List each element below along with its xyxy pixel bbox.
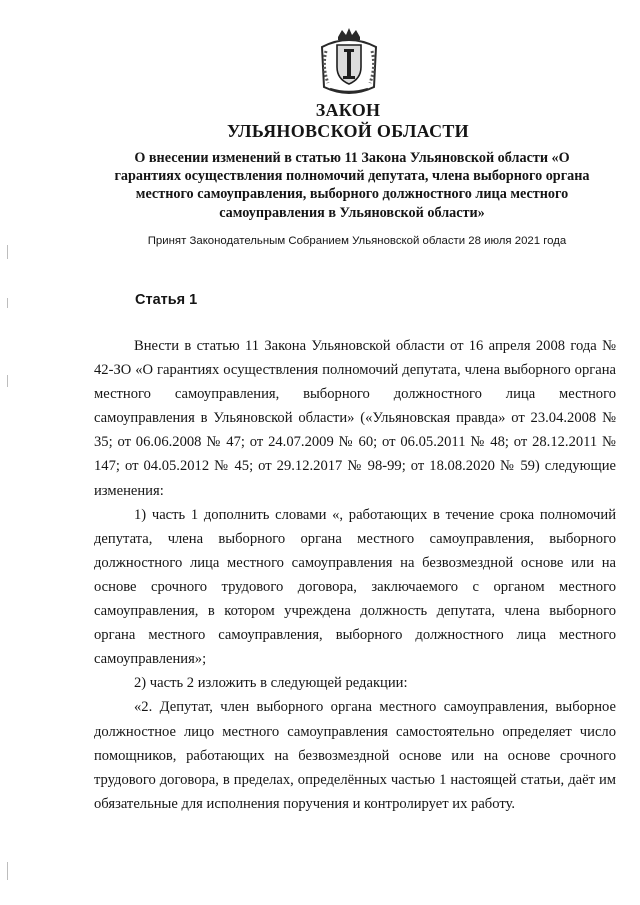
article-body bbox=[94, 334, 616, 816]
law-title: ЗАКОН bbox=[315, 100, 381, 120]
article-paragraph: 1) часть 1 дополнить словами «, работающих в течение срока полномочий депутата, члена выборного органа местного самоуправления, выборного должностного лица местного самоуправления на безвозмездной основе или на основе срочного трудового договора, заключаемого с органом местного самоуправления, в котором учреждена должность депутата, члена выборного органа местного самоуправления, выборного должностного лица местного самоуправления»; bbox=[94, 506, 616, 668]
scan-mark bbox=[7, 298, 8, 308]
law-subtitle: О внесении изменений в статью 11 Закона Ульяновской области «О гарантиях осуществления полномочий депутата, члена выборного органа местного самоуправления, выборного должностного лица местного самоуправления в Ульяновской области» bbox=[114, 150, 590, 221]
scan-mark bbox=[7, 245, 8, 259]
article-paragraph: «2. Депутат, член выборного органа местного самоуправления, выборное должностное лицо местного самоуправления самостоятельно определяет число помощников, работающих на безвозмездной основе или на основе срочного трудового договора, в пределах, определённых частью 1 настоящей статьи, даёт им обязательные для исполнения поручения и контролирует их работу. bbox=[94, 699, 616, 812]
scan-mark bbox=[7, 375, 8, 387]
coat-of-arms-icon bbox=[316, 27, 382, 97]
article-paragraph: Внести в статью 11 Закона Ульяновской области от 16 апреля 2008 года № 42-ЗО «О гарантиях осуществления полномочий депутата, члена выборного органа местного самоуправления, выборного должностного лица местного самоуправления в Ульяновской области» («Ульяновская правда» от 23.04.2008 № 35; от 06.06.2008 № 47; от 24.07.2009 № 60; от 06.05.2011 № 48; от 28.12.2011 № 147; от 04.05.2012 № 45; от 29.12.2017 № 98-99; от 18.08.2020 № 59) следующие изменения: bbox=[94, 338, 616, 499]
region-title: УЛЬЯНОВСКОЙ ОБЛАСТИ bbox=[227, 121, 469, 141]
article-paragraph: 2) часть 2 изложить в следующей редакции: bbox=[134, 675, 408, 692]
article-heading: Статья 1 bbox=[135, 292, 198, 308]
adoption-note: Принят Законодательным Собранием Ульяновской области 28 июля 2021 года bbox=[147, 235, 567, 247]
scan-mark bbox=[7, 862, 8, 880]
